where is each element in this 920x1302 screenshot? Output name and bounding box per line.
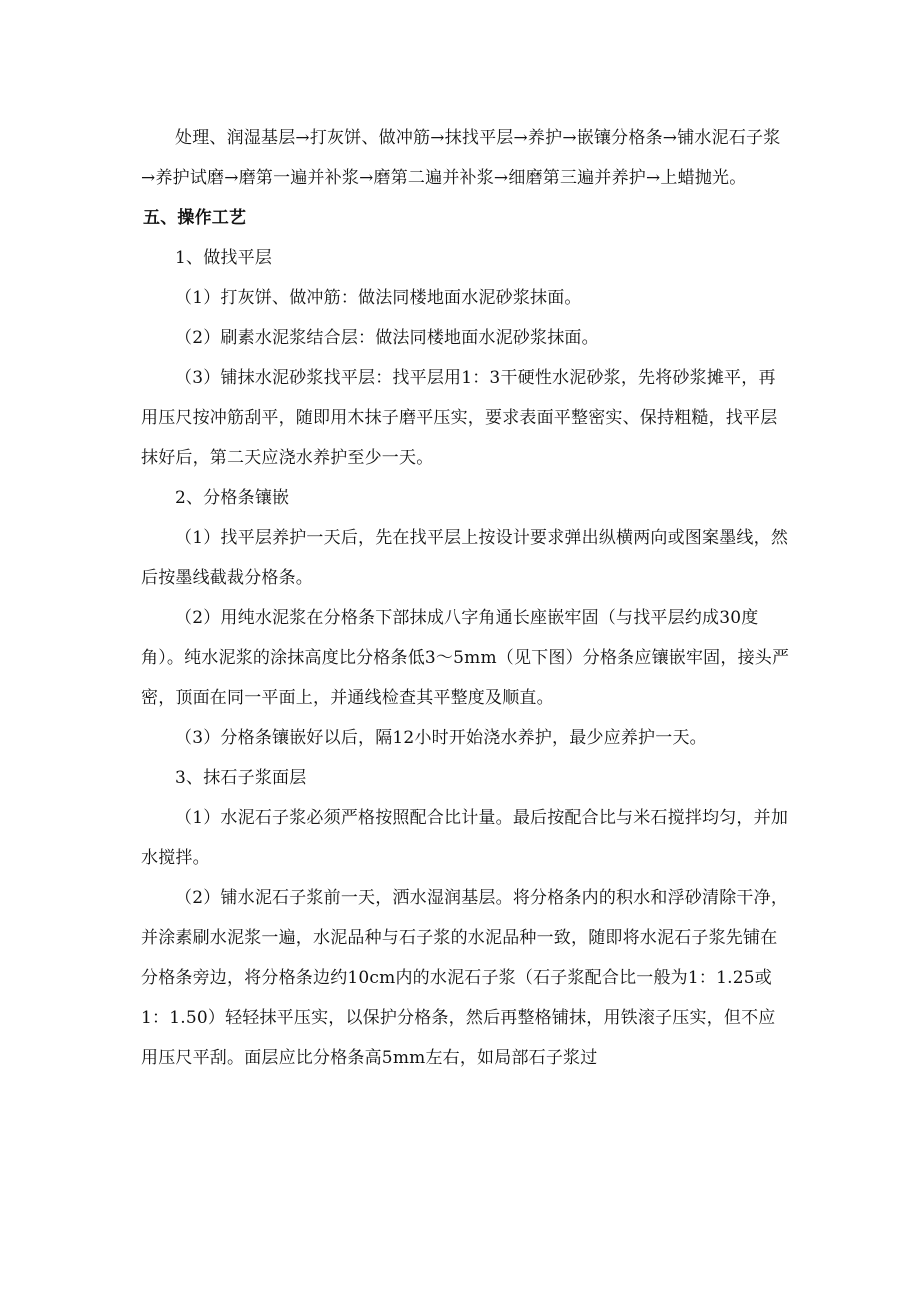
paragraph-3-2: （2）铺水泥石子浆前一天，洒水湿润基层。将分格条内的积水和浮砂清除干净，并涂素刷水泥浆一遍，水泥品种与石子浆的水泥品种一致，随即将水泥石子浆先铺在分格条旁边，将分格条边约10cm内的水泥石子浆（石子浆配合比一般为1：1.25或1：1.50）轻轻抹平压实，以保护分格条，然后再整格铺抹，用铁滚子压实，但不应用压尺平刮。面层应比分格条高5mm左右，如局部石子浆过 xyxy=(141,888,789,1068)
paragraph-2-1: （1）找平层养护一天后，先在找平层上按设计要求弹出纵横两向或图案墨线，然后按墨线截裁分格条。 xyxy=(141,528,789,588)
paragraph-2-3: （3）分格条镶嵌好以后，隔12小时开始浇水养护，最少应养护一天。 xyxy=(175,728,707,748)
paragraph-3-1: （1）水泥石子浆必须严格按照配合比计量。最后按配合比与米石搅拌均匀，并加水搅拌。 xyxy=(141,808,789,868)
paragraph-1-1: （1）打灰饼、做冲筋：做法同楼地面水泥砂浆抹面。 xyxy=(175,288,582,308)
subheading-divider-strip: 2、分格条镶嵌 xyxy=(175,488,290,508)
document-body xyxy=(141,118,791,1078)
paragraph-2-2: （2）用纯水泥浆在分格条下部抹成八字角通长座嵌牢固（与找平层约成30度角）。纯水泥浆的涂抹高度比分格条低3～5mm（见下图）分格条应镶嵌牢固，接头严密，顶面在同一平面上，并通线检查其平整度及顺直。 xyxy=(141,608,790,708)
paragraph-1-3: （3）铺抹水泥砂浆找平层：找平层用1：3干硬性水泥砂浆，先将砂浆摊平，再用压尺按冲筋刮平，随即用木抹子磨平压实，要求表面平整密实、保持粗糙，找平层抹好后，第二天应浇水养护至少一天。 xyxy=(141,368,778,468)
paragraph-process-flow: 处理、润湿基层→打灰饼、做冲筋→抹找平层→养护→嵌镶分格条→铺水泥石子浆→养护试磨→磨第一遍并补浆→磨第二遍并补浆→细磨第三遍并养护→上蜡抛光。 xyxy=(141,128,781,188)
section-heading-operation-process: 五、操作工艺 xyxy=(143,208,247,228)
subheading-leveling-layer: 1、做找平层 xyxy=(175,248,273,268)
subheading-terrazzo-surface: 3、抹石子浆面层 xyxy=(175,768,307,788)
paragraph-1-2: （2）刷素水泥浆结合层：做法同楼地面水泥砂浆抹面。 xyxy=(175,328,599,348)
